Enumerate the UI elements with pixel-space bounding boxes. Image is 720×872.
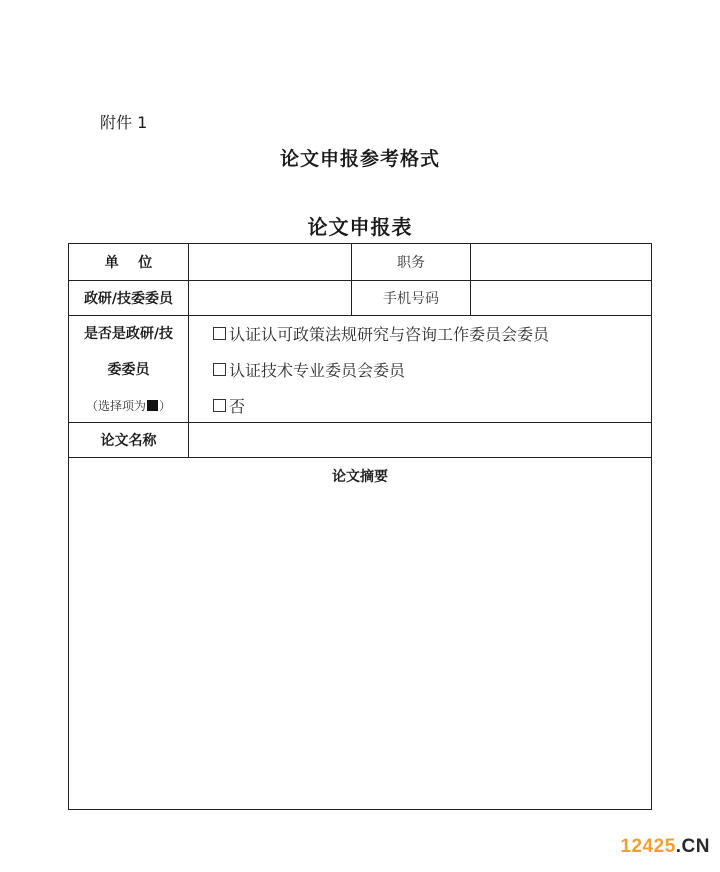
form-title: 论文申报表 [307,215,413,239]
checkbox-icon[interactable] [213,399,226,412]
phone-field[interactable] [471,281,651,315]
site-watermark [620,836,710,858]
paper-title-field[interactable] [189,423,651,457]
selection-note-suffix: ） [159,398,172,413]
option-label: 否 [229,396,246,416]
selection-note-prefix: （选择项为 [85,398,146,413]
checkbox-icon[interactable] [213,363,226,376]
option-no[interactable] [213,394,245,416]
position-label: 职务 [397,255,425,271]
position-field[interactable] [471,244,651,280]
document-title: 论文申报参考格式 [279,148,440,170]
attachment-label: 附件 1 [100,113,148,132]
unit-field[interactable] [189,244,351,280]
committee-member-label: 政研/技委委员 [83,291,174,307]
is-member-label-line1: 是否是政研/技 [83,326,174,342]
paper-title-label: 论文名称 [100,433,157,449]
abstract-label: 论文摘要 [332,469,388,485]
option-label: 认证认可政策法规研究与咨询工作委员会委员 [229,324,550,344]
selection-note [69,394,188,416]
filled-square-icon [147,400,158,411]
row-divider [69,457,651,458]
committee-member-field[interactable] [189,281,351,315]
watermark-suffix: .CN [675,836,710,857]
application-form-table [68,243,652,810]
abstract-field[interactable] [69,489,651,809]
option-label: 认证技术专业委员会委员 [229,360,406,380]
option-policy-committee[interactable] [213,322,549,344]
unit-label: 单 位 [104,255,153,271]
watermark-number: 12425 [620,836,676,857]
checkbox-icon[interactable] [213,327,226,340]
row-divider [69,315,651,316]
phone-label: 手机号码 [383,291,439,307]
option-technical-committee[interactable] [213,358,405,380]
is-member-label-line2: 委委员 [107,362,150,378]
